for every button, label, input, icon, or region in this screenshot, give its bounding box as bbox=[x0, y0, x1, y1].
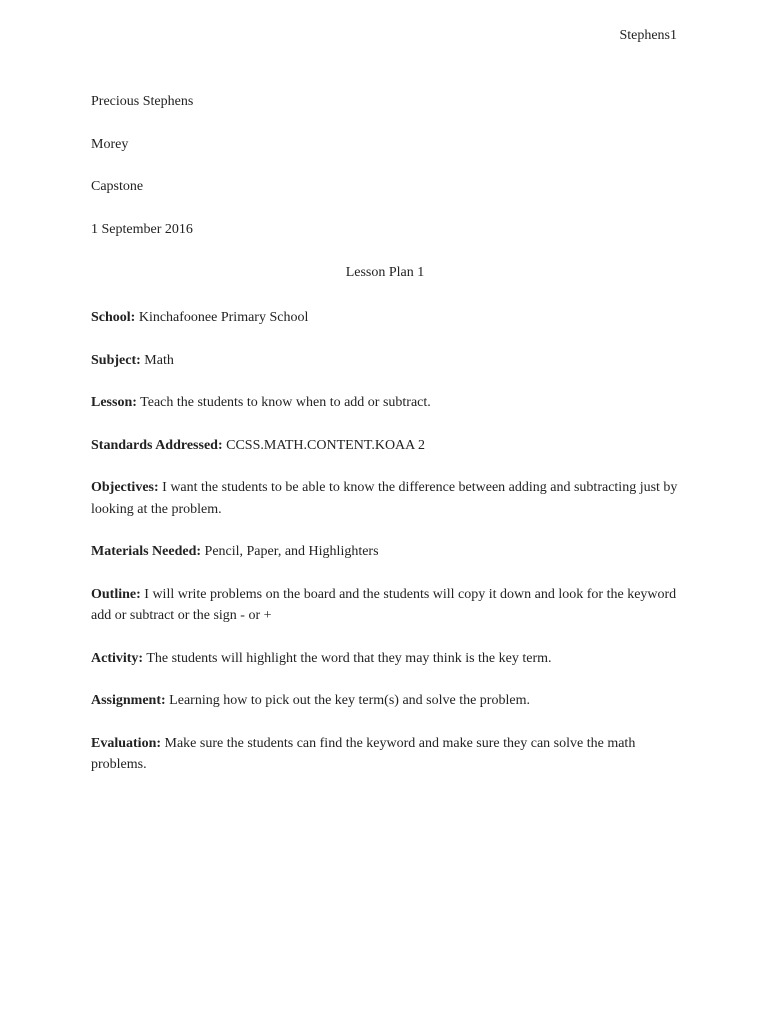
field-value: Teach the students to know when to add or subtract. bbox=[140, 395, 431, 411]
field-value: Make sure the students can find the keyword and make sure they can solve the math problems. bbox=[91, 735, 636, 773]
running-header: Stephens1 bbox=[619, 28, 677, 43]
field-label: Subject: bbox=[91, 352, 141, 368]
field-lesson bbox=[91, 392, 681, 413]
field-label: Lesson: bbox=[91, 395, 137, 411]
instructor-name: Morey bbox=[91, 136, 129, 152]
field-subject bbox=[91, 350, 681, 371]
field-school bbox=[91, 307, 681, 328]
heading-block bbox=[91, 93, 679, 263]
field-value: I will write problems on the board and the students will copy it down and look for the keyword add or subtract or the sign - or + bbox=[91, 586, 677, 624]
field-value: Math bbox=[144, 352, 174, 368]
field-standards-addressed bbox=[91, 435, 681, 456]
field-objectives bbox=[91, 477, 681, 520]
field-label: Objectives: bbox=[91, 480, 159, 496]
field-materials-needed bbox=[91, 541, 681, 562]
course-name: Capstone bbox=[91, 179, 144, 194]
field-label: Outline: bbox=[91, 586, 141, 602]
field-label: Assignment: bbox=[91, 693, 166, 709]
field-label: Standards Addressed: bbox=[91, 437, 223, 453]
field-value: Learning how to pick out the key term(s) and solve the problem. bbox=[169, 693, 530, 709]
field-value: Pencil, Paper, and Highlighters bbox=[204, 544, 379, 560]
field-label: Evaluation: bbox=[91, 735, 162, 751]
field-outline bbox=[91, 584, 681, 627]
field-label: Materials Needed: bbox=[91, 544, 202, 560]
document-date: 1 September 2016 bbox=[91, 221, 193, 237]
field-value: CCSS.MATH.CONTENT.KOAA 2 bbox=[226, 437, 425, 453]
student-name: Precious Stephens bbox=[91, 94, 194, 109]
field-value: The students will highlight the word that they may think is the key term. bbox=[146, 650, 552, 666]
field-value: Kinchafoonee Primary School bbox=[138, 310, 309, 325]
field-value: I want the students to be able to know the difference between adding and subtracting just by looking at the problem. bbox=[91, 480, 678, 517]
field-evaluation bbox=[91, 733, 681, 776]
field-activity bbox=[91, 648, 681, 669]
field-label: Activity: bbox=[91, 650, 144, 666]
document-title: Lesson Plan 1 bbox=[345, 265, 425, 280]
field-assignment bbox=[91, 690, 681, 711]
lesson-plan-fields bbox=[91, 307, 681, 797]
field-label: School: bbox=[91, 310, 136, 325]
